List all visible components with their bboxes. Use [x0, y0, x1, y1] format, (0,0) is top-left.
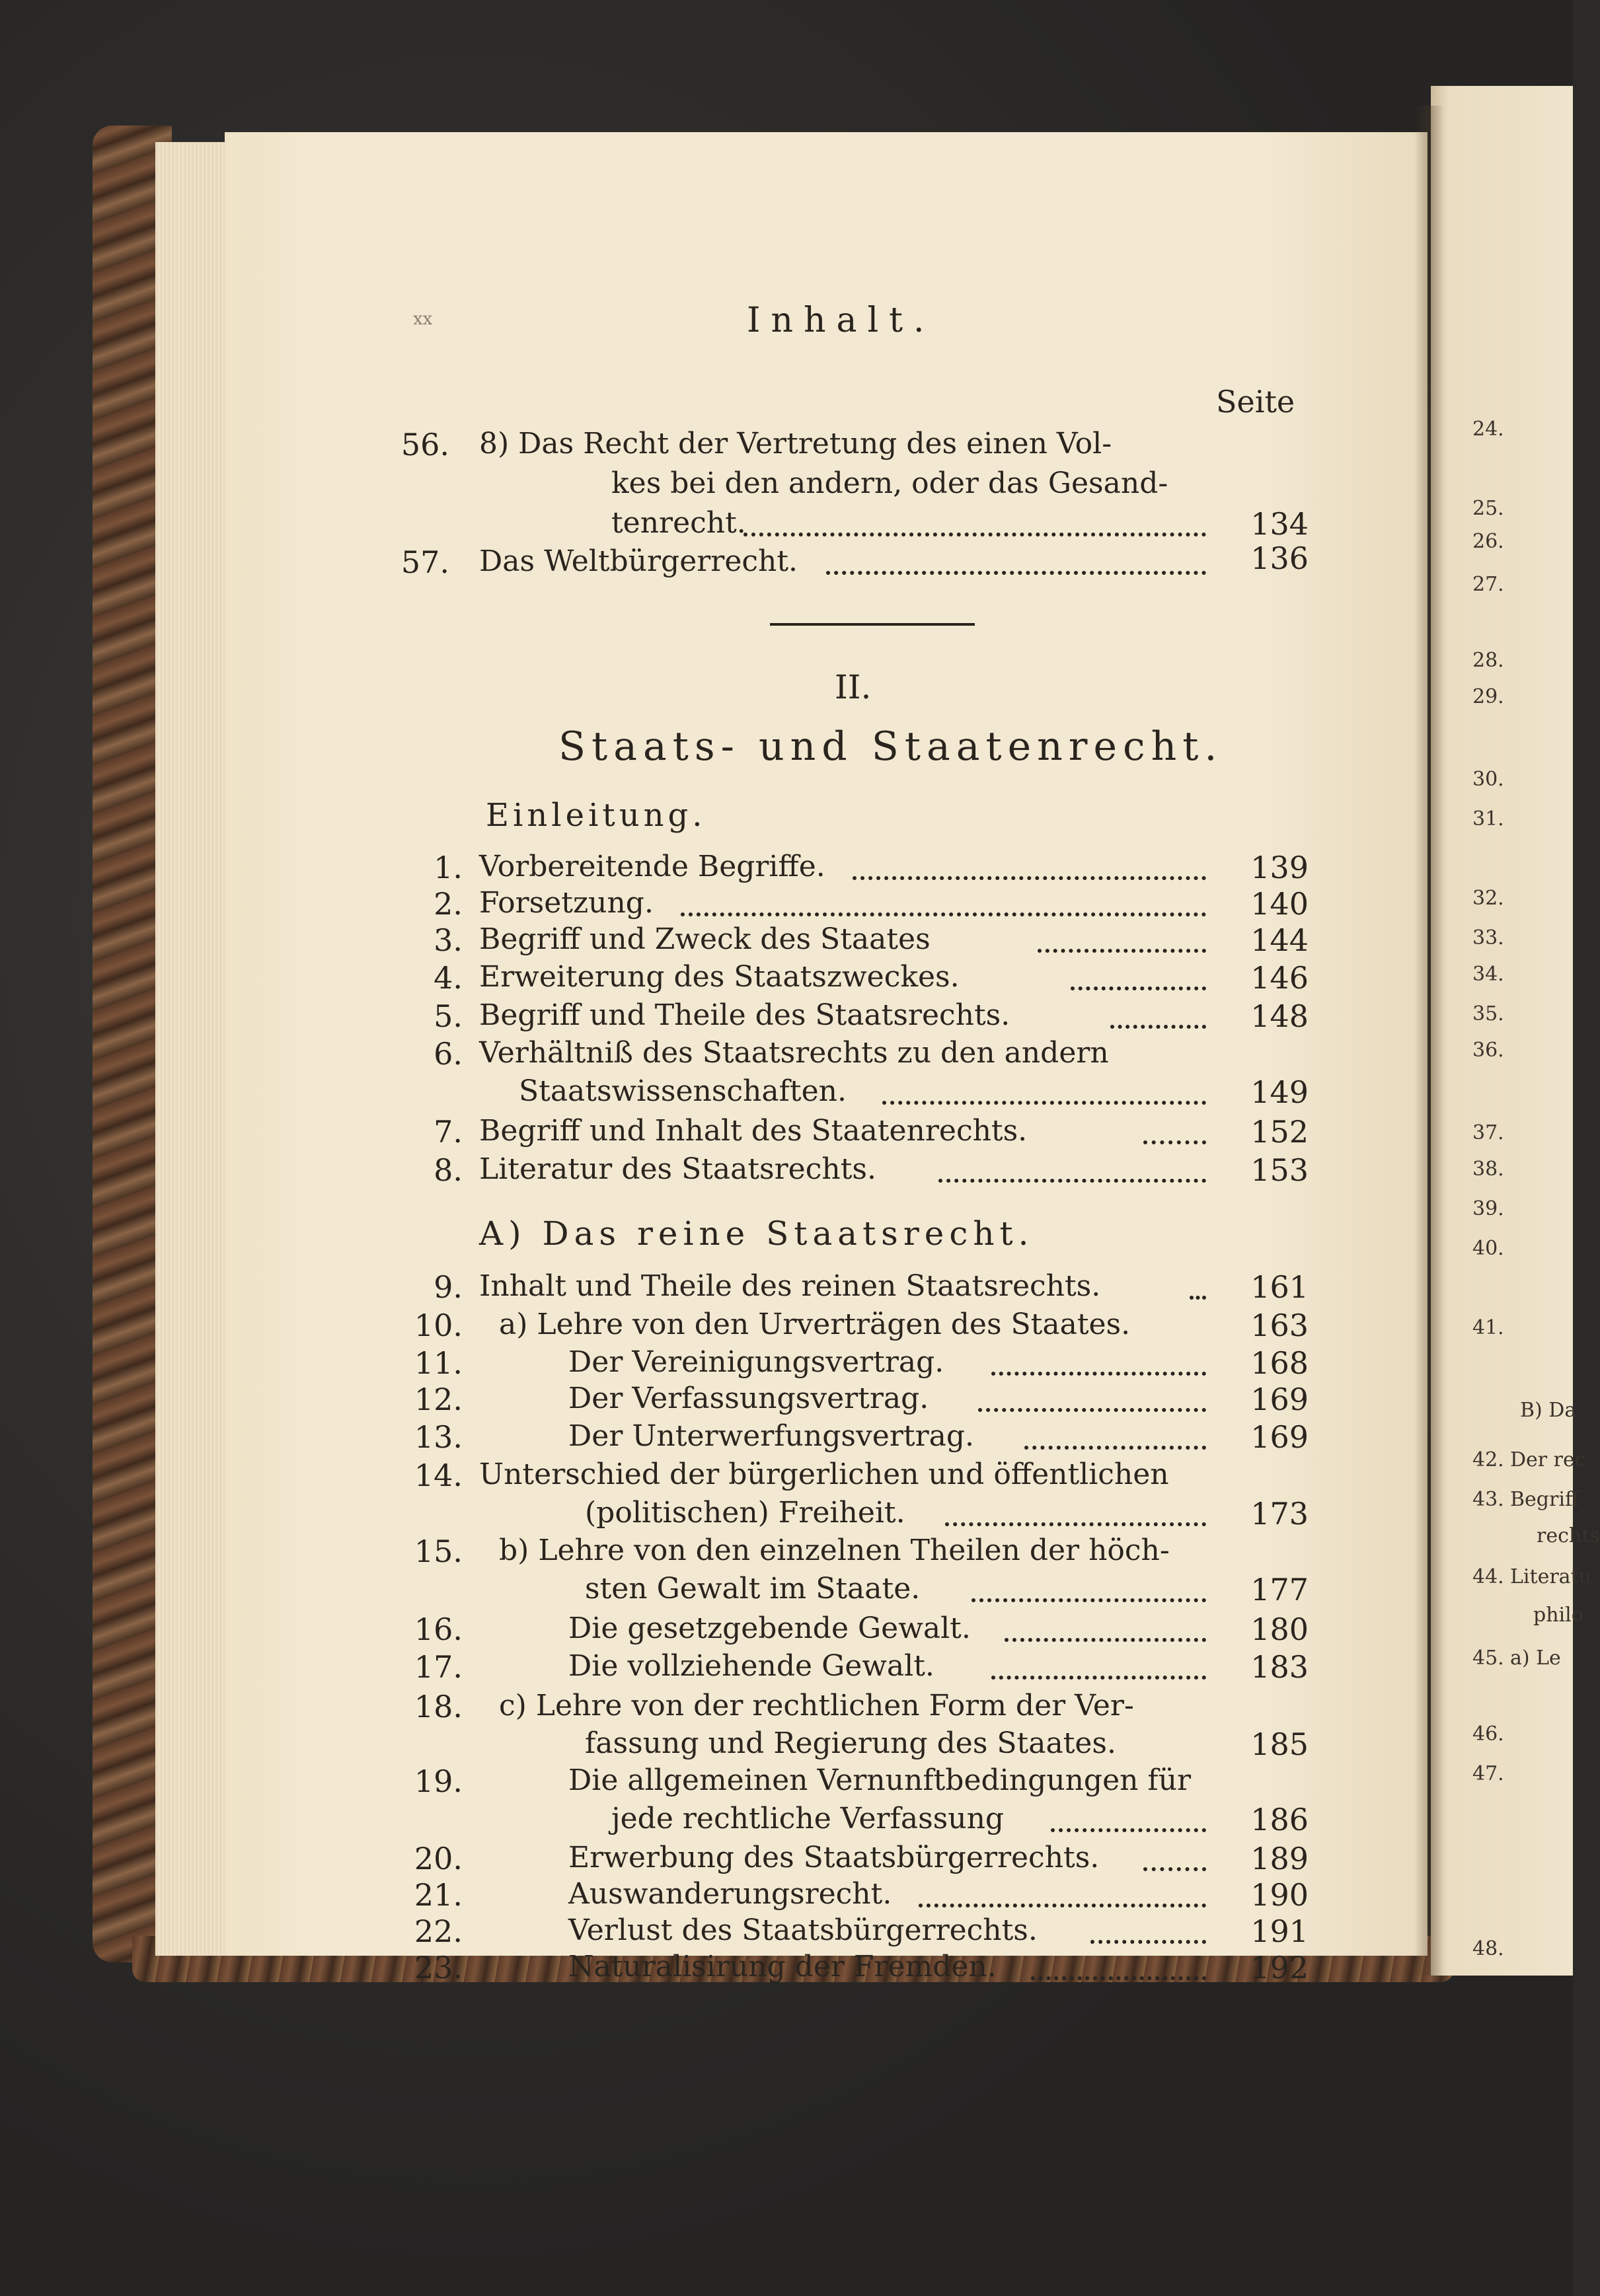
- right-page-number: 44.: [1472, 1565, 1504, 1588]
- entry-text: b) Lehre von den einzelnen Theilen der höch-: [499, 1534, 1170, 1567]
- entry-text-continued: fassung und Regierung des Staates.: [585, 1726, 1116, 1760]
- leader-dots: [945, 1518, 1206, 1526]
- page-ref: 153: [1250, 1152, 1309, 1188]
- leader-dots: [978, 1404, 1206, 1412]
- right-page-number: 40.: [1472, 1237, 1504, 1260]
- right-page-fragment: Der rec: [1510, 1448, 1586, 1471]
- running-head: Inhalt.: [747, 301, 935, 340]
- entry-text: Begriff und Zweck des Staates: [479, 922, 931, 956]
- right-page-number: 25.: [1472, 497, 1504, 520]
- entry-number: 2.: [434, 886, 463, 922]
- right-page-number: 37.: [1472, 1121, 1504, 1144]
- entry-number: 57.: [400, 544, 449, 580]
- entry-text: Das Weltbürgerrecht.: [479, 544, 798, 578]
- entry-number: 19.: [414, 1763, 463, 1799]
- right-page-number: 24.: [1472, 418, 1504, 441]
- leader-dots: [1005, 1634, 1206, 1642]
- entry-text-continued: sten Gewalt im Staate.: [585, 1572, 921, 1606]
- leader-dots: [743, 529, 1206, 537]
- right-page-number: 36.: [1472, 1039, 1504, 1062]
- entry-text: Der Unterwerfungsvertrag.: [568, 1419, 974, 1453]
- entry-number: 20.: [414, 1841, 463, 1876]
- right-page-number: 34.: [1472, 963, 1504, 986]
- right-page-number: 28.: [1472, 649, 1504, 672]
- right-page-number: 38.: [1472, 1158, 1504, 1181]
- entry-number: 4.: [434, 960, 463, 996]
- entry-text: Der Verfassungsvertrag.: [568, 1382, 929, 1415]
- entry-text: Die allgemeinen Vernunftbedingungen für: [568, 1763, 1192, 1797]
- page-ref: 139: [1250, 850, 1309, 885]
- right-page-number: 41.: [1472, 1316, 1504, 1339]
- right-page-number: 32.: [1472, 887, 1504, 910]
- page-ref: 173: [1250, 1496, 1309, 1532]
- leader-dots: [971, 1594, 1206, 1602]
- entry-text: Der Vereinigungsvertrag.: [568, 1345, 944, 1379]
- entry-text: Vorbereitende Begriffe.: [479, 850, 825, 883]
- page-ref: 140: [1250, 886, 1309, 922]
- leader-dots: [1031, 1972, 1206, 1980]
- entry-text: Naturalisirung der Fremden.: [568, 1950, 997, 1983]
- entry-text: Auswanderungsrecht.: [568, 1877, 892, 1911]
- right-page-number: 46.: [1472, 1722, 1504, 1746]
- right-page-number: 33.: [1472, 926, 1504, 949]
- leader-dots: [1143, 1863, 1206, 1871]
- subsection-heading: A) Das reine Staatsrecht.: [479, 1214, 1034, 1253]
- folio: xx: [413, 309, 433, 329]
- entry-text: c) Lehre von der rechtlichen Form der Ver-: [499, 1689, 1134, 1722]
- right-page-fragment: a) Le: [1510, 1647, 1561, 1670]
- page-ref: 146: [1250, 960, 1309, 996]
- entry-number: 3.: [434, 922, 463, 958]
- entry-number: 12.: [414, 1382, 463, 1417]
- entry-number: 14.: [414, 1458, 463, 1493]
- right-page-fragment: rechts: [1537, 1524, 1600, 1547]
- page-ref: 169: [1250, 1382, 1309, 1417]
- entry-text-continued: (politischen) Freiheit.: [585, 1496, 905, 1530]
- leader-dots: [938, 1175, 1206, 1183]
- leader-dots: [1190, 1292, 1206, 1300]
- einleitung-heading: Einleitung.: [486, 797, 706, 834]
- entry-text: Literatur des Staatsrechts.: [479, 1152, 876, 1186]
- section-divider: [770, 623, 975, 626]
- right-page-number: 42.: [1472, 1448, 1504, 1471]
- entry-text: 8) Das Recht der Vertretung des einen Vol-: [479, 427, 1112, 461]
- page-ref: 186: [1250, 1802, 1309, 1837]
- entry-text: tenrecht.: [611, 506, 746, 540]
- entry-number: 8.: [434, 1152, 463, 1188]
- entry-text-continued: Staatswissenschaften.: [519, 1074, 847, 1108]
- leader-dots: [1071, 982, 1206, 990]
- entry-number: 1.: [434, 850, 463, 885]
- page-ref: 189: [1250, 1841, 1309, 1876]
- page-ref: 161: [1250, 1269, 1309, 1305]
- page-ref: 152: [1250, 1114, 1309, 1150]
- entry-number: 13.: [414, 1419, 463, 1455]
- page-ref: 183: [1250, 1649, 1309, 1685]
- page-ref: 148: [1250, 998, 1309, 1034]
- page-ref: 190: [1250, 1877, 1309, 1913]
- right-page-fragment: philo: [1533, 1604, 1583, 1627]
- right-page-number: 26.: [1472, 530, 1504, 553]
- page-edges: [155, 142, 235, 1956]
- right-page-number: 48.: [1472, 1937, 1504, 1960]
- leader-dots: [882, 1097, 1206, 1105]
- leader-dots: [853, 872, 1206, 880]
- entry-text: Die gesetzgebende Gewalt.: [568, 1611, 971, 1645]
- leader-dots: [991, 1672, 1206, 1680]
- page-ref: 169: [1250, 1419, 1309, 1455]
- right-page-fragment: Begriff: [1510, 1488, 1580, 1511]
- entry-number: 10.: [414, 1308, 463, 1343]
- page-ref: 136: [1250, 540, 1309, 576]
- right-page: [1431, 86, 1573, 1976]
- leader-dots: [919, 1900, 1206, 1907]
- entry-text: Inhalt und Theile des reinen Staatsrechts.: [479, 1269, 1101, 1303]
- page-ref: 180: [1250, 1611, 1309, 1647]
- leader-dots: [681, 908, 1206, 916]
- page-ref: 177: [1250, 1572, 1309, 1608]
- page-ref: 185: [1250, 1726, 1309, 1762]
- right-page-number: 29.: [1472, 685, 1504, 708]
- right-page-fragment: B) Da: [1520, 1399, 1577, 1422]
- page-ref: 191: [1250, 1913, 1309, 1949]
- entry-text: Verlust des Staatsbürgerrechts.: [568, 1913, 1038, 1947]
- right-page-fragment: Literatu: [1510, 1565, 1591, 1588]
- leader-dots: [1110, 1021, 1206, 1029]
- entry-number: 22.: [414, 1913, 463, 1949]
- seite-label: Seite: [1216, 384, 1295, 420]
- entry-number: 7.: [434, 1114, 463, 1150]
- entry-text: Forsetzung.: [479, 886, 654, 920]
- part-title: Staats- und Staatenrecht.: [558, 723, 1223, 770]
- right-page-number: 35.: [1472, 1002, 1504, 1025]
- leader-dots: [1051, 1824, 1206, 1832]
- entry-number: 16.: [414, 1611, 463, 1647]
- right-page-number: 47.: [1472, 1762, 1504, 1785]
- right-page-number: 27.: [1472, 573, 1504, 596]
- entry-number: 18.: [414, 1689, 463, 1724]
- right-page-number: 30.: [1472, 768, 1504, 791]
- entry-text: Erwerbung des Staatsbürgerrechts.: [568, 1841, 1100, 1874]
- entry-number: 21.: [414, 1877, 463, 1913]
- entry-number: 23.: [414, 1950, 463, 1985]
- part-numeral: II.: [835, 668, 872, 706]
- entry-text: Begriff und Theile des Staatsrechts.: [479, 998, 1010, 1032]
- entry-text: Begriff und Inhalt des Staatenrechts.: [479, 1114, 1028, 1148]
- leader-dots: [991, 1368, 1206, 1376]
- leader-dots: [1143, 1136, 1206, 1144]
- entry-number: 56.: [400, 427, 449, 463]
- right-page-number: 45.: [1472, 1647, 1504, 1670]
- entry-number: 15.: [414, 1534, 463, 1569]
- page-ref: 163: [1250, 1308, 1309, 1343]
- entry-text: kes bei den andern, oder das Gesand-: [611, 466, 1168, 500]
- entry-text-continued: jede rechtliche Verfassung: [611, 1802, 1005, 1835]
- leader-dots: [826, 567, 1206, 575]
- entry-text: Die vollziehende Gewalt.: [568, 1649, 934, 1683]
- leader-dots: [1024, 1442, 1206, 1450]
- entry-text: Unterschied der bürgerlichen und öffentlichen: [479, 1458, 1169, 1491]
- page-ref: 192: [1250, 1950, 1309, 1985]
- right-page-number: 39.: [1472, 1197, 1504, 1220]
- entry-text: a) Lehre von den Urverträgen des Staates.: [499, 1308, 1131, 1341]
- entry-text: Erweiterung des Staatszweckes.: [479, 960, 960, 994]
- entry-number: 9.: [434, 1269, 463, 1305]
- leader-dots: [1038, 945, 1206, 953]
- entry-number: 11.: [414, 1345, 463, 1381]
- book-gutter: [1414, 106, 1444, 1976]
- entry-text: Verhältniß des Staatsrechts zu den andern: [479, 1036, 1109, 1070]
- right-page-number: 43.: [1472, 1488, 1504, 1511]
- entry-number: 5.: [434, 998, 463, 1034]
- page-ref: 144: [1250, 922, 1309, 958]
- entry-number: 17.: [414, 1649, 463, 1685]
- entry-number: 6.: [434, 1036, 463, 1072]
- page-ref: 134: [1250, 506, 1309, 542]
- leader-dots: [1090, 1936, 1206, 1944]
- page-ref: 149: [1250, 1074, 1309, 1110]
- page-ref: 168: [1250, 1345, 1309, 1381]
- right-page-number: 31.: [1472, 807, 1504, 831]
